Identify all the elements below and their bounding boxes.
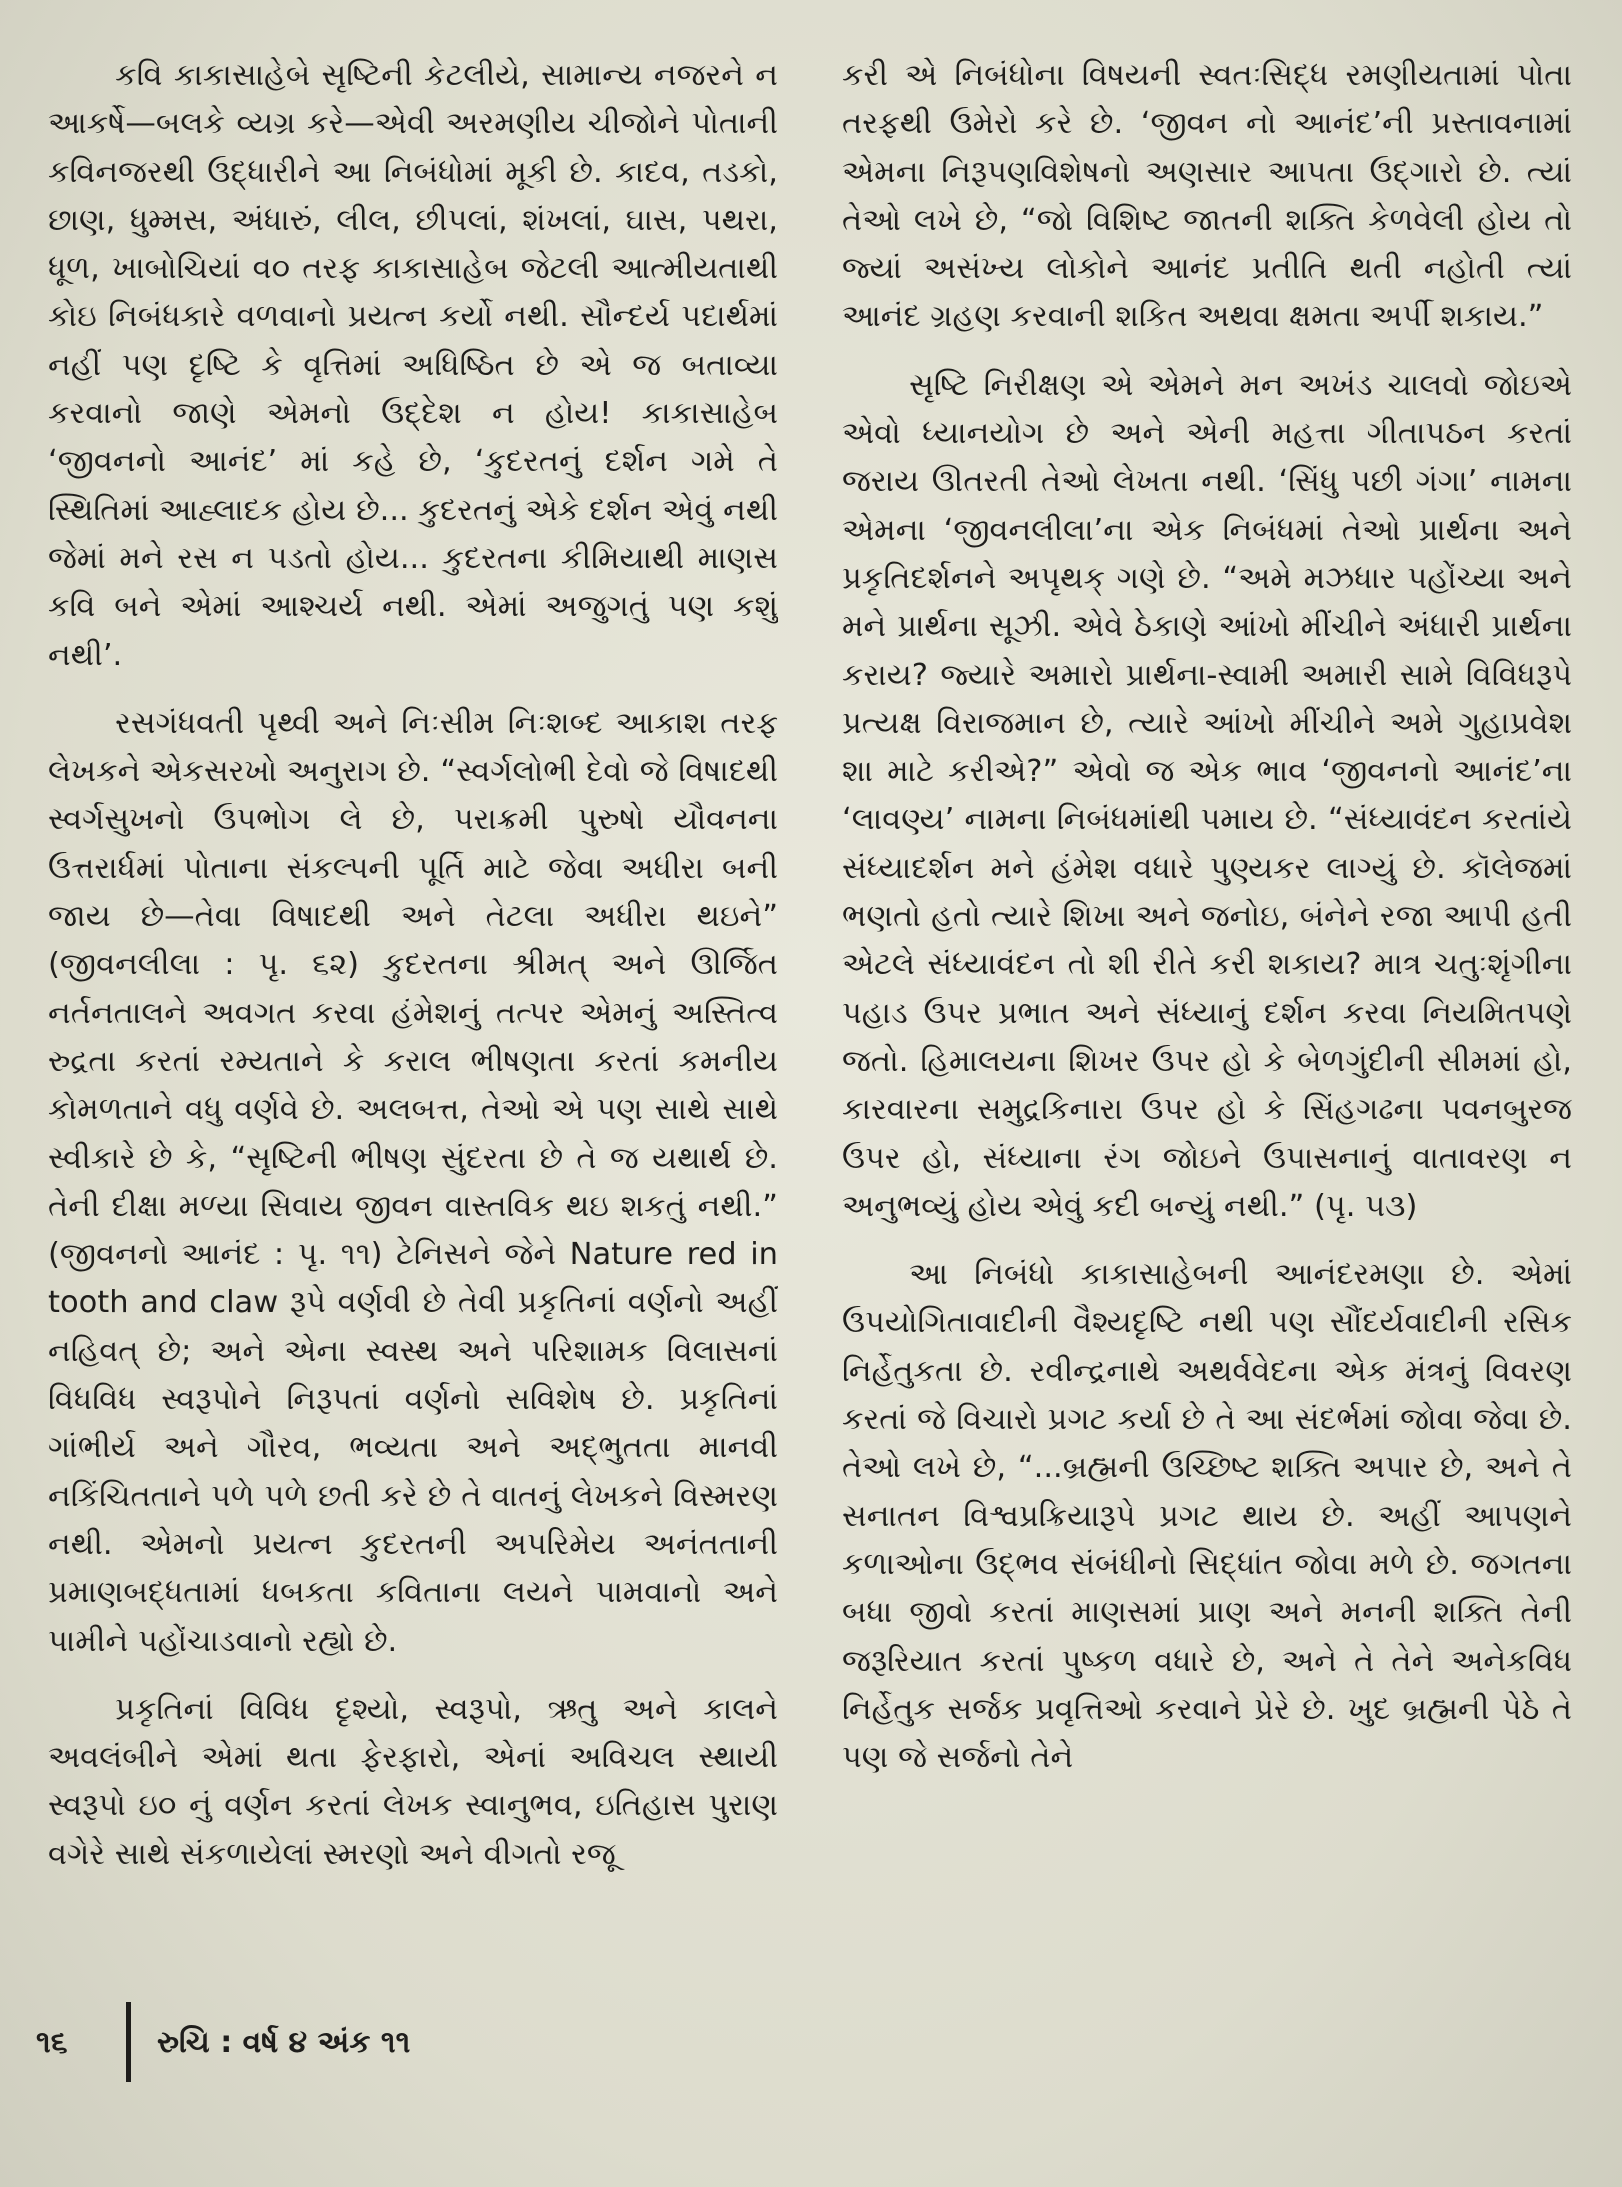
left-column	[48, 52, 778, 2042]
paragraph: આ નિબંધો કાકાસાહેબની આનંદરમણા છે. એમાં ઉપયોગિતાવાદીની વૈશ્યદૃષ્ટિ નથી પણ સૌંદર્યવાદીની રસિક નિર્હેતુકતા છે. રવીન્દ્રનાથે અથર્વવેદના એક મંત્રનું વિવરણ કરતાં જે વિચારો પ્રગટ કર્યા છે તે આ સંદર્ભમાં જોવા જેવા છે. તેઓ લખે છે, “...બ્રહ્મની ઉચ્છિષ્ટ શક્તિ અપાર છે, અને તે સનાતન વિશ્વપ્રક્રિયારૂપે પ્રગટ થાય છે. અહીં આપણને કળાઓના ઉદ્ભવ સંબંધીનો સિદ્ધાંત જોવા મળે છે. જગતના બધા જીવો કરતાં માણસમાં પ્રાણ અને મનની શક્તિ તેની જરૂરિયાત કરતાં પુષ્કળ વધારે છે, અને તે તેને અનેકવિધ નિર્હેતુક સર્જક પ્રવૃત્તિઓ કરવાને પ્રેરે છે. ખુદ બ્રહ્મની પેઠે તે પણ જે સર્જનો તેને	[842, 1257, 1572, 1776]
page-footer	[36, 2002, 410, 2082]
right-column	[842, 52, 1572, 2012]
paragraph: પ્રકૃતિનાં વિવિધ દૃશ્યો, સ્વરૂપો, ઋતુ અને કાલને અવલંબીને એમાં થતા ફેરફારો, એનાં અવિચલ સ્થાયી સ્વરૂપો ઇ૦ નું વર્ણન કરતાં લેખક સ્વાનુભવ, ઇતિહાસ પુરાણ વગેરે સાથે સંકળાયેલાં સ્મરણો અને વીગતો રજૂ	[48, 1691, 778, 1872]
paragraph: રસગંધવતી પૃથ્વી અને નિઃસીમ નિઃશબ્દ આકાશ તરફ લેખકને એકસરખો અનુરાગ છે. “સ્વર્ગલોભી દેવો જે વિષાદથી સ્વર્ગસુખનો ઉપભોગ લે છે, પરાક્રમી પુરુષો યૌવનના ઉત્તરાર્ધમાં પોતાના સંકલ્પની પૂર્તિ માટે જેવા અધીરા બની જાય છે—તેવા વિષાદથી અને તેટલા અધીરા થઇને” (જીવનલીલા : પૃ. ૬૨) કુદરતના શ્રીમત્ અને ઊર્જિત નર્તનતાલને અવગત કરવા હંમેશનું તત્પર એમનું અસ્તિત્વ રુદ્રતા કરતાં રમ્યતાને કે કરાલ ભીષણતા કરતાં કમનીય કોમળતાને વધુ વર્ણવે છે. અલબત્ત, તેઓ એ પણ સાથે સાથે સ્વીકારે છે કે, “સૃષ્ટિની ભીષણ સુંદરતા છે તે જ યથાર્થ છે. તેની દીક્ષા મળ્યા સિવાય જીવન વાસ્તવિક થઇ શકતું નથી.” (જીવનનો આનંદ : પૃ. ૧૧) ટેનિસને જેને Nature red in tooth and claw રૂપે વર્ણવી છે તેવી પ્રકૃતિનાં વર્ણનો અહીં નહિવત્ છે; અને એના સ્વસ્થ અને પરિશામક વિલાસનાં વિધવિધ સ્વરૂપોને નિરૂપતાં વર્ણનો સવિશેષ છે. પ્રકૃતિનાં ગાંભીર્ય અને ગૌરવ, ભવ્યતા અને અદ્ભુતતા માનવી નકિંચિતતાને પળે પળે છતી કરે છે તે વાતનું લેખકને વિસ્મરણ નથી. એમનો પ્રયત્ન કુદરતની અપરિમેય અનંતતાની પ્રમાણબદ્ધતામાં ધબકતા કવિતાના લયને પામવાનો અને પામીને પહોંચાડવાનો રહ્યો છે.	[48, 705, 778, 1659]
paragraph: સૃષ્ટિ નિરીક્ષણ એ એમને મન અખંડ ચાલવો જોઇએ એવો ધ્યાનયોગ છે અને એની મહત્તા ગીતાપઠન કરતાં જરાય ઊતરતી તેઓ લેખતા નથી. ‘સિંધુ પછી ગંગા’ નામના એમના ‘જીવનલીલા’ના એક નિબંધમાં તેઓ પ્રાર્થના અને પ્રકૃતિદર્શનને અપૃથક્ ગણે છે. “અમે મઝધાર પહોંચ્યા અને મને પ્રાર્થના સૂઝી. એવે ઠેકાણે આંખો મીંચીને અંધારી પ્રાર્થના કરાય? જ્યારે અમારો પ્રાર્થના-સ્વામી અમારી સામે વિવિધરૂપે પ્રત્યક્ષ વિરાજમાન છે, ત્યારે આંખો મીંચીને અમે ગુહાપ્રવેશ શા માટે કરીએ?” એવો જ એક ભાવ ‘જીવનનો આનંદ’ના ‘લાવણ્ય’ નામના નિબંધમાંથી પમાય છે. “સંધ્યાવંદન કરતાંયે સંધ્યાદર્શન મને હંમેશ વધારે પુણ્યકર લાગ્યું છે. કૉલેજમાં ભણતો હતો ત્યારે શિખા અને જનોઇ, બંનેને રજા આપી હતી એટલે સંધ્યાવંદન તો શી રીતે કરી શકાય? માત્ર ચતુઃશૃંગીના પહાડ ઉપર પ્રભાત અને સંધ્યાનું દર્શન કરવા નિયમિતપણે જતો. હિમાલયના શિખર ઉપર હો કે બેળગુંદીની સીમમાં હો, કારવારના સમુદ્રકિનારા ઉપર હો કે સિંહગઢના પવનબુરજ ઉપર હો, સંધ્યાના રંગ જોઇને ઉપાસનાનું વાતાવરણ ન અનુભવ્યું હોય એવું કદી બન્યું નથી.” (પૃ. ૫૩)	[842, 367, 1572, 1224]
journal-title: રુચિ : વર્ષ ૪ અંક ૧૧	[157, 2024, 411, 2060]
footer-divider	[126, 2002, 131, 2082]
paragraph: કવિ કાકાસાહેબે સૃષ્ટિની કેટલીયે, સામાન્ય નજરને ન આકર્ષે—બલકે વ્યગ્ર કરે—એવી અરમણીય ચીજોને પોતાની કવિનજરથી ઉદ્ધારીને આ નિબંધોમાં મૂકી છે. કાદવ, તડકો, છાણ, ધુમ્મસ, અંધારું, લીલ, છીપલાં, શંખલાં, ઘાસ, પથરા, ધૂળ, ખાબોચિયાં વ૦ તરફ કાકાસાહેબ જેટલી આત્મીયતાથી કોઇ નિબંધકારે વળવાનો પ્રયત્ન કર્યો નથી. સૌન્દર્ય પદાર્થમાં નહીં પણ દૃષ્ટિ કે વૃત્તિમાં અધિષ્ઠિત છે એ જ બતાવ્યા કરવાનો જાણે એમનો ઉદ્દેશ ન હોય! કાકાસાહેબ ‘જીવનનો આનંદ’ માં કહે છે, ‘કુદરતનું દર્શન ગમે તે સ્થિતિમાં આહ્લાદક હોય છે... કુદરતનું એકે દર્શન એવું નથી જેમાં મને રસ ન પડતો હોય... કુદરતના કીમિયાથી માણસ કવિ બને એમાં આશ્ચર્ય નથી. એમાં અજુગતું પણ કશું નથી’.	[48, 58, 778, 673]
page-number: ૧૬	[36, 2024, 68, 2060]
paragraph: કરી એ નિબંધોના વિષયની સ્વતઃસિદ્ધ રમણીયતામાં પોતા તરફથી ઉમેરો કરે છે. ‘જીવન નો આનંદ’ની પ્રસ્તાવનામાં એમના નિરૂપણવિશેષનો અણસાર આપતા ઉદ્ગારો છે. ત્યાં તેઓ લખે છે, “જો વિશિષ્ટ જાતની શક્તિ કેળવેલી હોય તો જ્યાં અસંખ્ય લોકોને આનંદ પ્રતીતિ થતી નહોતી ત્યાં આનંદ ગ્રહણ કરવાની શકિત અથવા ક્ષમતા અર્પી શકાય.”	[842, 58, 1572, 335]
